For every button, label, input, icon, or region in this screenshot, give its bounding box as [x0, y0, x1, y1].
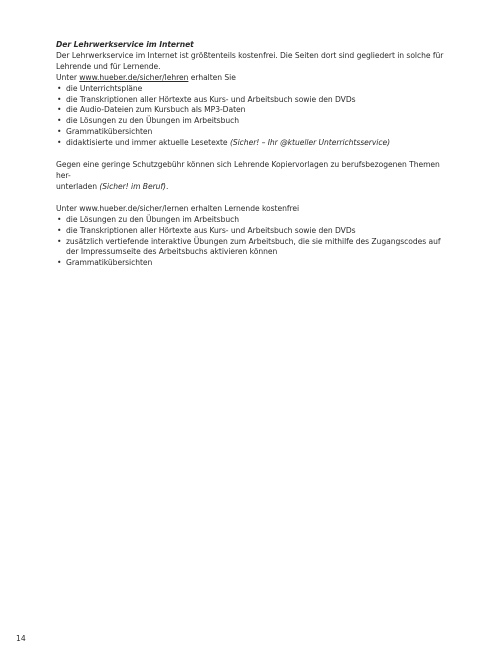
- section-heading: Der Lehrwerkservice im Internet: [56, 40, 194, 49]
- bullet-icon: •: [57, 116, 62, 126]
- learner-list: [56, 215, 456, 270]
- list-item-text: didaktisierte und immer aktuelle Lesetexte: [66, 138, 230, 148]
- bullet-icon: •: [57, 127, 62, 137]
- fee-line-2-end: .: [165, 181, 169, 191]
- page-number: 14: [16, 634, 26, 643]
- page-content: [56, 40, 456, 269]
- list-item-text: zusätzlich vertiefende interaktive Übungen zum Arbeitsbuch, die sie mithilfe des Zugangscodes auf: [66, 236, 441, 246]
- list-item: [56, 237, 456, 259]
- teacher-intro-suffix: erhalten Sie: [188, 72, 236, 82]
- intro-text: [56, 51, 456, 73]
- list-item-text: die Unterrichtspläne: [66, 83, 143, 93]
- fee-line-1: Gegen eine geringe Schutzgebühr können sich Lehrende Kopiervorlagen zu berufsbezogenen Themen her-: [56, 160, 440, 180]
- bullet-icon: •: [57, 83, 62, 93]
- bullet-icon: •: [57, 138, 62, 148]
- list-item: [56, 105, 456, 116]
- list-item: [56, 138, 456, 149]
- list-item: [56, 215, 456, 226]
- list-item: [56, 127, 456, 138]
- spacer: [56, 149, 456, 160]
- list-item-text-cont: der Impressumseite des Arbeitsbuchs aktivieren können: [66, 247, 278, 257]
- list-item-text: Grammatikübersichten: [66, 127, 153, 137]
- fee-paragraph: [56, 160, 456, 193]
- bullet-icon: •: [57, 258, 62, 268]
- teacher-intro: [56, 73, 456, 84]
- bullet-icon: •: [57, 94, 62, 104]
- list-item-text: Grammatikübersichten: [66, 258, 153, 268]
- list-item-text: die Audio-Dateien zum Kursbuch als MP3-Daten: [66, 105, 246, 115]
- bullet-icon: •: [57, 236, 62, 246]
- spacer: [56, 193, 456, 204]
- list-item-text: die Transkriptionen aller Hörtexte aus Kurs- und Arbeitsbuch sowie den DVDs: [66, 94, 356, 104]
- fee-line-2: unterladen: [56, 181, 100, 191]
- intro-line-1: Der Lehrwerkservice im Internet ist größtenteils kostenfrei. Die Seiten dort sind gegliedert in solche für: [56, 50, 444, 60]
- bullet-icon: •: [57, 105, 62, 115]
- intro-line-2: Lehrende und für Lernende.: [56, 61, 161, 71]
- teacher-list: [56, 84, 456, 149]
- teacher-link[interactable]: www.hueber.de/sicher/lehren: [79, 72, 189, 82]
- list-item-text: die Lösungen zu den Übungen im Arbeitsbuch: [66, 116, 240, 126]
- bullet-icon: •: [57, 214, 62, 224]
- bullet-icon: •: [57, 225, 62, 235]
- list-item-text: die Transkriptionen aller Hörtexte aus Kurs- und Arbeitsbuch sowie den DVDs: [66, 225, 356, 235]
- teacher-intro-prefix: Unter: [56, 72, 80, 82]
- list-item-italic-text: (Sicher! – Ihr @ktueller Unterrichtsservice): [229, 138, 391, 148]
- fee-line-2-italic: (Sicher! im Beruf): [99, 181, 166, 191]
- learner-intro: Unter www.hueber.de/sicher/lernen erhalten Lernende kostenfrei: [56, 203, 300, 213]
- list-item-text: die Lösungen zu den Übungen im Arbeitsbuch: [66, 214, 240, 224]
- list-item: [56, 258, 456, 269]
- list-item: [56, 84, 456, 95]
- list-item: [56, 226, 456, 237]
- list-item: [56, 95, 456, 106]
- list-item: [56, 116, 456, 127]
